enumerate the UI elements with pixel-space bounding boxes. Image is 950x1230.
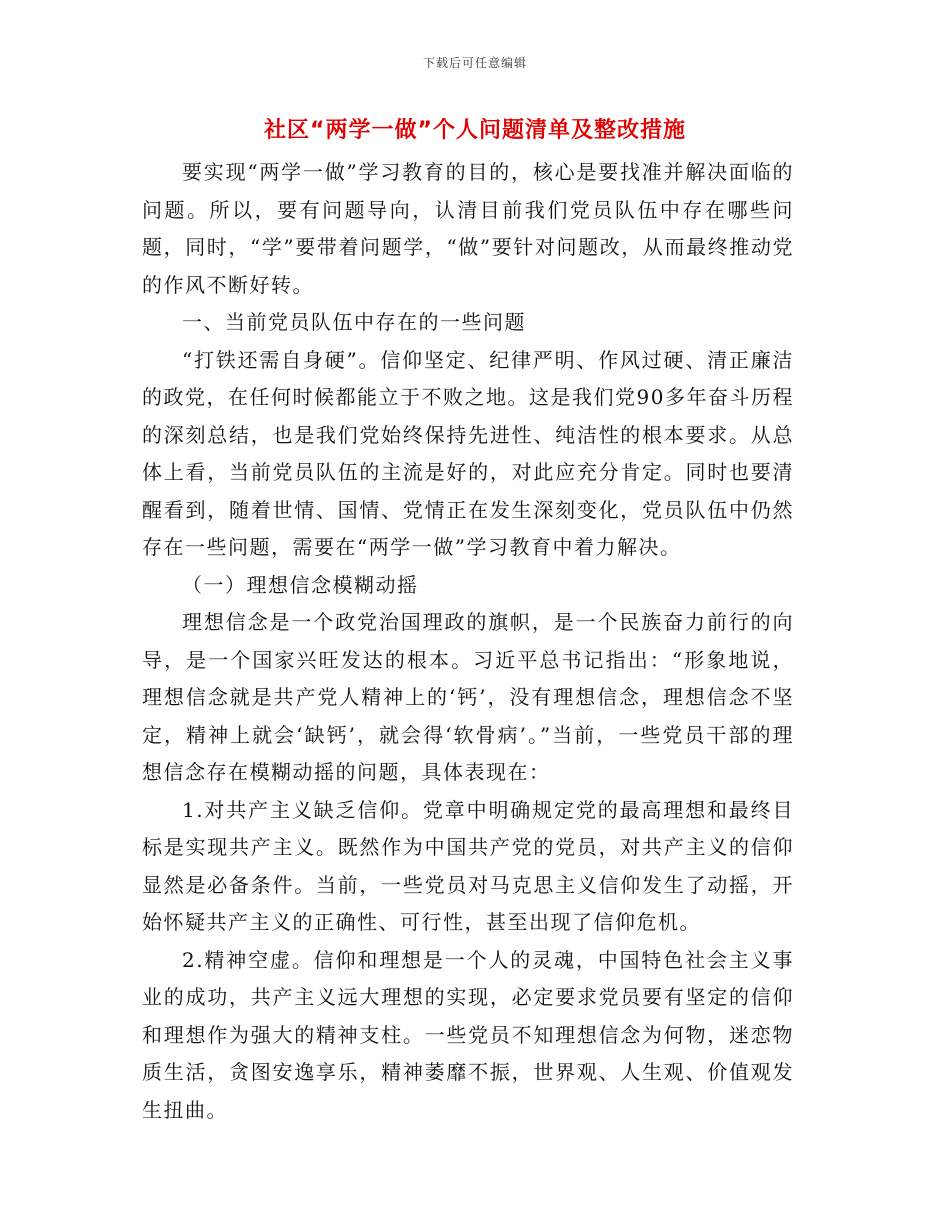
document-body bbox=[142, 154, 794, 1129]
header-note: 下载后可任意编辑 bbox=[422, 56, 527, 70]
paragraph-point-1: 1.对共产主义缺乏信仰。党章中明确规定党的最高理想和最终目标是实现共产主义。既然作为中国共产党的党员，对共产主义的信仰显然是必备条件。当前，一些党员对马克思主义信仰发生了动摇，开始怀疑共产主义的正确性、可行性，甚至出现了信仰危机。 bbox=[142, 797, 794, 934]
section-heading-1: 一、当前党员队伍中存在的一些问题 bbox=[182, 310, 526, 334]
paragraph-point-2: 2.精神空虚。信仰和理想是一个人的灵魂，中国特色社会主义事业的成功，共产主义远大理想的实现，必定要求党员要有坚定的信仰和理想作为强大的精神支柱。一些党员不知理想信念为何物，迷恋物质生活，贪图安逸享乐，精神萎靡不振，世界观、人生观、价值观发生扭曲。 bbox=[142, 947, 794, 1122]
paragraph-ideals: 理想信念是一个政党治国理政的旗帜，是一个民族奋力前行的向导，是一个国家兴旺发达的根本。习近平总书记指出：“形象地说，理想信念就是共产党人精神上的‘钙’，没有理想信念，理想信念不坚定，精神上就会‘缺钙’，就会得‘软骨病’。”当前，一些党员干部的理想信念存在模糊动摇的问题，具体表现在： bbox=[142, 610, 794, 784]
paragraph-overview: “打铁还需自身硬”。信仰坚定、纪律严明、作风过硬、清正廉洁的政党，在任何时候都能立于不败之地。这是我们党90多年奋斗历程的深刻总结，也是我们党始终保持先进性、纯洁性的根本要求。从总体上看，当前党员队伍的主流是好的，对此应充分肯定。同时也要清醒看到，随着世情、国情、党情正在发生深刻变化，党员队伍中仍然存在一些问题，需要在“两学一做”学习教育中着力解决。 bbox=[142, 347, 794, 559]
paragraph-intro: 要实现“两学一做”学习教育的目的，核心是要找准并解决面临的问题。所以，要有问题导向，认清目前我们党员队伍中存在哪些问题，同时，“学”要带着问题学，“做”要针对问题改，从而最终推动党的作风不断好转。 bbox=[142, 160, 794, 297]
subsection-heading-1: （一）理想信念模糊动摇 bbox=[182, 572, 419, 597]
document-title: 社区“两学一做”个人问题清单及整改措施 bbox=[264, 118, 686, 143]
